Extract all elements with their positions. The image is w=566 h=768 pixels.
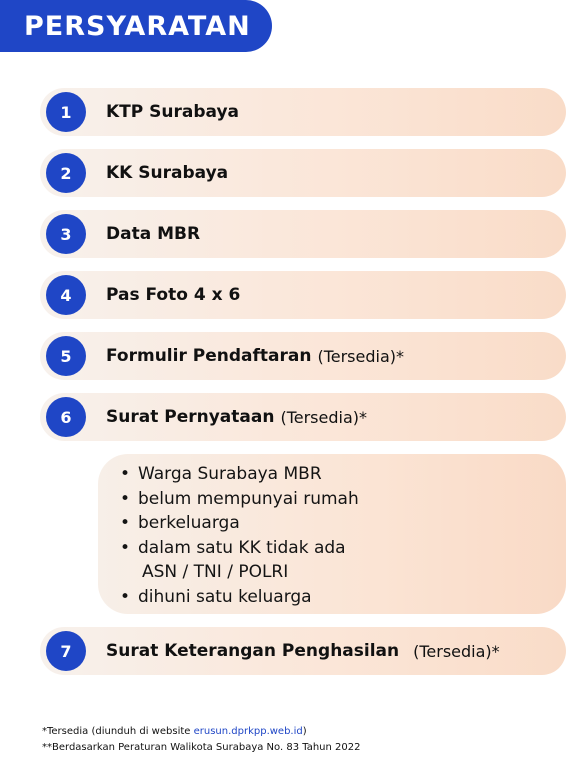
item-label [106,88,239,136]
header-banner [0,0,272,52]
item-number-badge: 1 [46,92,86,132]
requirement-item-6 [40,393,566,441]
item-label [106,271,240,319]
requirement-item-1 [40,88,566,136]
list-item-text: Warga Surabaya MBR [138,464,322,484]
list-item-text: ASN / TNI / POLRI [142,562,289,582]
list-item [120,462,359,487]
list-item-text: belum mempunyai rumah [138,488,359,509]
bullet-icon: • [120,586,131,607]
item-label [106,393,367,441]
item-title: Data MBR [106,224,201,244]
bullet-icon: • [120,488,131,509]
list-item-continuation [120,560,359,585]
page-title: PERSYARATAN [24,10,251,42]
item-title: Surat Pernyataan [106,407,275,427]
item-label [106,627,500,675]
requirement-item-3 [40,210,566,258]
item-label [106,210,200,258]
item-number-badge: 5 [46,336,86,376]
requirement-item-4 [40,271,566,319]
list-item-text: dihuni satu keluarga [138,586,312,607]
item-number-badge: 6 [46,397,86,437]
list-item [120,487,359,512]
item-title: Pas Foto 4 x 6 [106,285,241,305]
list-item-text: berkeluarga [138,513,240,533]
bullet-icon: • [120,537,131,558]
statement-details-box [98,454,566,614]
statement-details-list [120,462,359,609]
item-title: KK Surabaya [106,163,229,183]
bullet-icon: • [120,464,131,484]
requirement-item-5 [40,332,566,380]
item-label [106,332,404,380]
item-number-badge: 4 [46,275,86,315]
list-item [120,511,359,536]
list-item-text: dalam satu KK tidak ada [138,537,346,558]
footnote-text: *Tersedia (diunduh di website [42,726,194,737]
item-title: Formulir Pendaftaran [106,346,312,366]
requirement-item-7 [40,627,566,675]
bullet-icon: • [120,513,131,533]
footnotes [42,724,360,756]
footnote-availability [42,724,360,740]
item-title: KTP Surabaya [106,102,240,122]
item-note: (Tersedia)* [280,407,367,427]
item-label [106,149,228,197]
footnote-regulation: **Berdasarkan Peraturan Walikota Surabaya No. 83 Tahun 2022 [42,742,361,753]
list-item [120,585,359,610]
item-note: (Tersedia)* [317,346,404,366]
item-number-badge: 7 [46,631,86,671]
list-item [120,536,359,561]
item-number-badge: 3 [46,214,86,254]
requirement-item-2 [40,149,566,197]
item-number-badge: 2 [46,153,86,193]
item-note: (Tersedia)* [413,641,500,661]
footnote-text: ) [302,726,307,737]
website-link[interactable]: erusun.dprkpp.web.id [193,726,303,737]
item-title: Surat Keterangan Penghasilan [106,641,400,661]
